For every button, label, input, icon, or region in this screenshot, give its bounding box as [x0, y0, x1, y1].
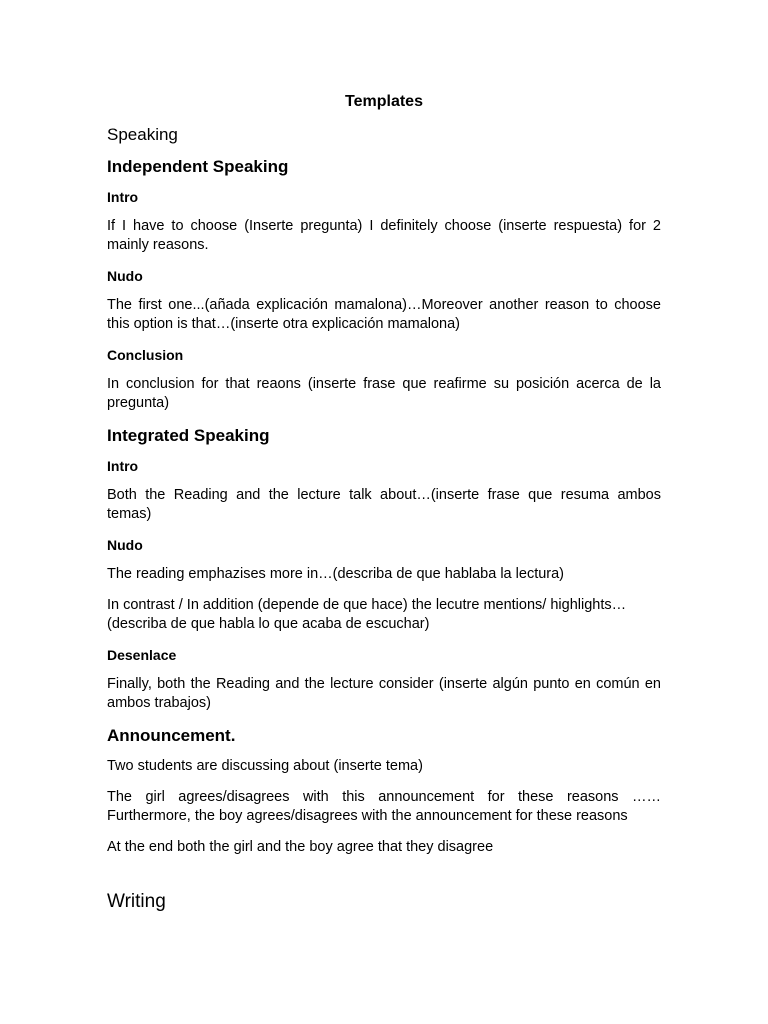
- integrated-desenlace-label: Desenlace: [107, 647, 177, 663]
- announcement-text-2: The girl agrees/disagrees with this announcement for these reasons …… Furthermore, the boy agrees/disagrees with the announcement for these reasons: [107, 789, 661, 824]
- independent-intro-label: Intro: [107, 189, 139, 205]
- independent-intro-text: If I have to choose (Inserte pregunta) I definitely choose (inserte respuesta) for 2 mainly reasons.: [107, 218, 661, 253]
- independent-conclusion-label: Conclusion: [107, 347, 184, 363]
- document-title: Templates: [345, 93, 423, 110]
- independent-nudo-text: The first one...(añada explicación mamalona)…Moreover another reason to choose this option is that…(inserte otra explicación mamalona): [107, 297, 661, 332]
- independent-conclusion-text: In conclusion for that reaons (inserte frase que reafirme su posición acerca de la pregunta): [107, 376, 661, 411]
- announcement-text-3: At the end both the girl and the boy agree that they disagree: [107, 839, 494, 855]
- integrated-intro-text: Both the Reading and the lecture talk about…(inserte frase que resuma ambos temas): [107, 487, 661, 522]
- integrated-desenlace-text: Finally, both the Reading and the lecture consider (inserte algún punto en común en ambos trabajos): [107, 676, 661, 711]
- speaking-heading: Speaking: [107, 125, 178, 144]
- integrated-intro-label: Intro: [107, 458, 139, 474]
- independent-nudo-label: Nudo: [107, 268, 143, 284]
- announcement-text-1: Two students are discussing about (inserte tema): [107, 758, 423, 774]
- announcement-heading: Announcement.: [107, 726, 236, 745]
- integrated-speaking-heading: Integrated Speaking: [107, 426, 270, 445]
- integrated-nudo-label: Nudo: [107, 537, 143, 553]
- integrated-nudo-text-2: In contrast / In addition (depende de que hace) the lecutre mentions/ highlights…(describa de que habla lo que acaba de escuchar): [107, 597, 627, 632]
- independent-speaking-heading: Independent Speaking: [107, 157, 289, 176]
- writing-heading: Writing: [107, 891, 166, 912]
- integrated-nudo-text-1: The reading emphazises more in…(describa de que hablaba la lectura): [107, 566, 565, 582]
